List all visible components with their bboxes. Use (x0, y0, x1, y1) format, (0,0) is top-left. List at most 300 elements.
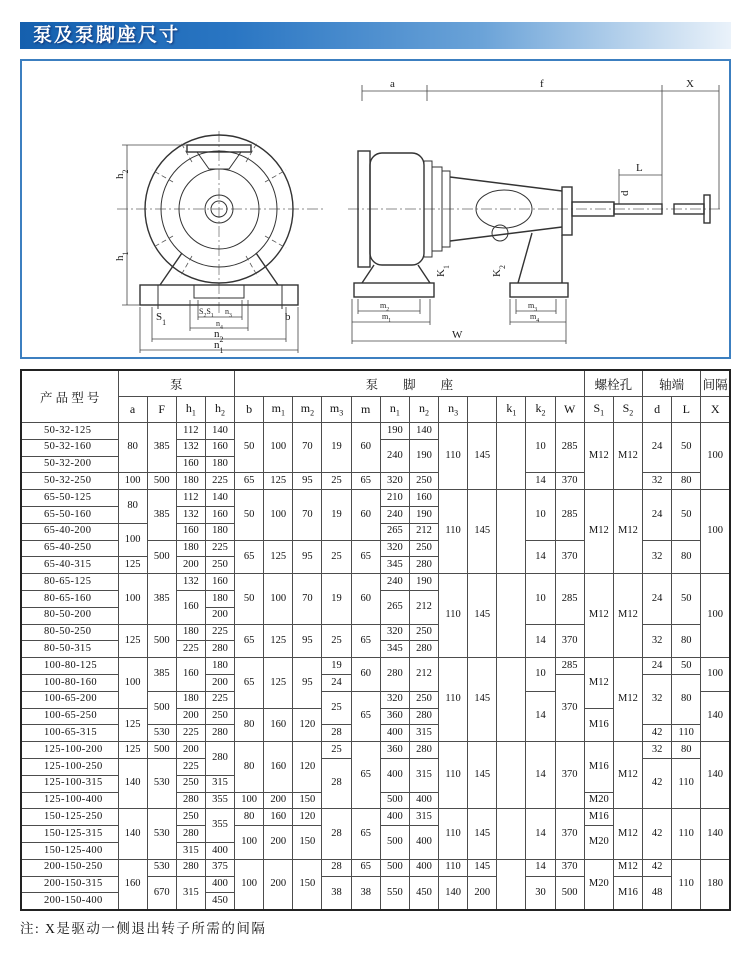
table-cell: 280 (205, 641, 234, 658)
table-cell (497, 809, 526, 859)
table-row (21, 859, 730, 876)
model-cell: 50-32-125 (21, 423, 118, 440)
table-cell: 280 (176, 826, 205, 843)
table-cell: 110 (439, 859, 468, 876)
dim-label-m1: $m_1$ (382, 312, 392, 324)
model-cell: 80-50-315 (21, 641, 118, 658)
table-cell: 140 (205, 490, 234, 507)
table-cell: 370 (555, 742, 584, 809)
table-cell: 150 (293, 792, 322, 809)
dim-label-n4: $n_4$ (216, 319, 223, 331)
model-cell: 125-100-200 (21, 742, 118, 759)
table-cell: 280 (409, 641, 438, 658)
table-cell: 32 (643, 674, 672, 724)
table-cell: 25 (322, 624, 351, 658)
dim-label-f: f (540, 78, 544, 90)
column-header-cell: $n_1$ (380, 397, 409, 423)
table-cell: 370 (555, 624, 584, 658)
table-cell: 400 (380, 758, 409, 792)
table-cell: 100 (264, 490, 293, 540)
table-cell: 160 (264, 708, 293, 742)
table-cell: 50 (235, 423, 264, 473)
table-cell (497, 859, 526, 910)
table-cell: 320 (380, 473, 409, 490)
column-header-cell: F (147, 397, 176, 423)
table-cell: 385 (147, 423, 176, 473)
table-cell: M20 (584, 792, 613, 809)
table-cell: M12 (613, 742, 642, 809)
table-cell: 100 (264, 574, 293, 624)
table-cell: 80 (672, 742, 701, 759)
column-header-cell: W (555, 397, 584, 423)
column-header-cell: L (672, 397, 701, 423)
table-cell: 160 (205, 506, 234, 523)
table-row (21, 490, 730, 507)
column-header-cell: $m_3$ (322, 397, 351, 423)
table-cell: 530 (147, 758, 176, 808)
table-cell: 345 (380, 557, 409, 574)
column-header-cell: $k_2$ (526, 397, 555, 423)
group-header-cell: 轴端 (643, 370, 701, 397)
dim-label-k1: $K_1$ (435, 265, 451, 277)
table-cell: 100 (235, 792, 264, 809)
column-header-cell: a (118, 397, 147, 423)
dim-label-h2: $h_2$ (114, 169, 130, 179)
table-cell: 500 (147, 691, 176, 725)
table-cell: 100 (701, 658, 730, 692)
column-header-cell: $m_2$ (293, 397, 322, 423)
table-cell: 500 (147, 473, 176, 490)
table-cell: 100 (264, 423, 293, 473)
table-cell: 125 (118, 557, 147, 574)
table-cell: 10 (526, 658, 555, 692)
table-cell: 65 (235, 473, 264, 490)
table-cell: 32 (643, 540, 672, 574)
table-cell: 125 (118, 708, 147, 742)
table-cell: 400 (409, 859, 438, 876)
table-cell: M12 (613, 423, 642, 490)
table-cell: 530 (147, 809, 176, 859)
table-cell: 280 (176, 792, 205, 809)
table-cell: 530 (147, 859, 176, 876)
table-cell: 160 (409, 490, 438, 507)
table-cell: M12 (613, 658, 642, 742)
table-cell: 50 (235, 574, 264, 624)
table-cell: 370 (555, 809, 584, 859)
table-cell: 160 (176, 590, 205, 624)
group-header-cell: 产 品 型 号 (21, 370, 118, 423)
table-cell: 370 (555, 540, 584, 574)
table-cell: 670 (147, 876, 176, 910)
table-cell: 50 (672, 490, 701, 540)
table-cell: 250 (409, 540, 438, 557)
model-cell: 65-40-250 (21, 540, 118, 557)
table-cell: 385 (147, 574, 176, 624)
table-cell: 160 (264, 742, 293, 792)
table-cell: M16 (584, 708, 613, 742)
table-cell: 180 (205, 523, 234, 540)
table-cell: 315 (409, 809, 438, 826)
model-cell: 80-65-125 (21, 574, 118, 591)
table-cell: 400 (380, 725, 409, 742)
model-cell: 65-50-125 (21, 490, 118, 507)
table-cell: 250 (409, 624, 438, 641)
table-cell: 315 (409, 758, 438, 792)
table-row (21, 658, 730, 675)
model-cell: 200-150-400 (21, 893, 118, 910)
table-cell: 212 (409, 590, 438, 624)
table-cell: 14 (526, 742, 555, 809)
table-cell: 14 (526, 473, 555, 490)
table-cell: 250 (409, 691, 438, 708)
table-cell: 42 (643, 809, 672, 859)
dim-label-x: X (686, 78, 694, 90)
table-cell: 38 (322, 876, 351, 910)
table-cell: 200 (205, 674, 234, 691)
table-cell: 180 (701, 859, 730, 910)
table-cell (497, 742, 526, 809)
pump-drawing (22, 61, 728, 357)
table-cell: 110 (672, 758, 701, 808)
table-cell: 32 (643, 624, 672, 658)
table-cell: 14 (526, 809, 555, 859)
table-cell: 140 (701, 809, 730, 859)
table-cell: 60 (351, 490, 380, 540)
table-cell: 250 (409, 473, 438, 490)
table-cell: 80 (672, 540, 701, 574)
column-header-cell: $h_1$ (176, 397, 205, 423)
table-cell: 112 (176, 490, 205, 507)
table-cell: 140 (409, 423, 438, 440)
model-cell: 200-150-250 (21, 859, 118, 876)
table-cell: 42 (643, 725, 672, 742)
table-cell: 100 (118, 473, 147, 490)
table-cell: 500 (380, 826, 409, 860)
table-cell: 240 (380, 439, 409, 473)
table-cell: 50 (235, 490, 264, 540)
table-cell: 225 (176, 725, 205, 742)
table-cell: 315 (409, 725, 438, 742)
table-cell: 100 (701, 423, 730, 490)
table-cell: 355 (205, 792, 234, 809)
table-cell: 100 (701, 490, 730, 574)
model-cell: 150-125-315 (21, 826, 118, 843)
table-cell: 132 (176, 506, 205, 523)
table-cell: M20 (584, 859, 613, 910)
table-cell: 500 (147, 540, 176, 574)
table-cell: 280 (409, 742, 438, 759)
table-cell (497, 490, 526, 574)
table-cell: 140 (701, 691, 730, 741)
table-cell: 370 (555, 674, 584, 741)
table-cell: 28 (322, 725, 351, 742)
column-header-cell: $S_2$ (613, 397, 642, 423)
column-header-cell: $n_3$ (439, 397, 468, 423)
table-cell: 70 (293, 490, 322, 540)
table-cell: 225 (176, 641, 205, 658)
table-cell: 100 (235, 826, 264, 860)
table-cell: 24 (643, 658, 672, 675)
table-cell: 145 (468, 809, 497, 859)
table-cell: M16 (613, 876, 642, 910)
table-cell: 14 (526, 540, 555, 574)
table-cell: 125 (264, 624, 293, 658)
table-cell: 65 (235, 658, 264, 708)
table-cell: 200 (264, 826, 293, 860)
table-cell: 65 (351, 624, 380, 658)
table-cell: 14 (526, 859, 555, 876)
model-cell: 50-32-250 (21, 473, 118, 490)
table-cell: 160 (205, 439, 234, 456)
table-cell: 400 (205, 876, 234, 893)
table-cell: 160 (264, 809, 293, 826)
group-header-cell: 螺栓孔 (584, 370, 642, 397)
table-cell: 345 (380, 641, 409, 658)
table-cell: 80 (118, 423, 147, 473)
table-cell: 385 (147, 490, 176, 540)
table-cell: 315 (176, 842, 205, 859)
dim-label-m2: $m_2$ (380, 301, 390, 313)
table-cell: 10 (526, 574, 555, 624)
table-cell: 132 (176, 439, 205, 456)
table-cell: 400 (409, 792, 438, 809)
table-row (21, 809, 730, 826)
table-cell: 145 (468, 574, 497, 658)
table-cell: 50 (672, 423, 701, 473)
table-cell: M12 (584, 574, 613, 658)
table-row (21, 423, 730, 440)
table-cell: 150 (293, 859, 322, 910)
model-cell: 65-50-160 (21, 506, 118, 523)
table-cell: 160 (176, 456, 205, 473)
table-cell: 14 (526, 624, 555, 658)
table-cell: 360 (380, 742, 409, 759)
table-cell: 25 (322, 742, 351, 759)
table-row (21, 574, 730, 591)
table-cell: 320 (380, 691, 409, 708)
table-cell (497, 574, 526, 658)
table-cell: M12 (584, 423, 613, 490)
table-cell: 80 (672, 473, 701, 490)
table-cell: 25 (322, 691, 351, 725)
table-cell: 265 (380, 523, 409, 540)
table-cell: 24 (322, 674, 351, 691)
table-cell: 500 (555, 876, 584, 910)
table-cell: 48 (643, 876, 672, 910)
table-cell: 370 (555, 859, 584, 876)
spec-table (20, 369, 731, 911)
table-cell: 80 (118, 490, 147, 524)
table-cell: 70 (293, 574, 322, 624)
column-header-cell: d (643, 397, 672, 423)
dim-label-a: a (390, 78, 395, 90)
table-cell: 180 (176, 473, 205, 490)
table-cell: 500 (380, 792, 409, 809)
table-cell: 320 (380, 624, 409, 641)
table-cell: 285 (555, 490, 584, 540)
table-cell: 65 (351, 742, 380, 809)
table-cell: 285 (555, 574, 584, 624)
table-cell: 112 (176, 423, 205, 440)
table-cell: 200 (176, 557, 205, 574)
table-cell: 50 (672, 574, 701, 624)
table-cell: 95 (293, 624, 322, 658)
table-cell: 65 (351, 540, 380, 574)
dim-label-h1: $h_1$ (114, 251, 130, 261)
table-cell: 38 (351, 876, 380, 910)
table-cell: 95 (293, 473, 322, 490)
table-cell: 280 (380, 658, 409, 692)
table-cell: 10 (526, 490, 555, 540)
table-cell: 450 (409, 876, 438, 910)
table-cell: 100 (118, 658, 147, 708)
table-cell: 120 (293, 742, 322, 792)
table-cell: 120 (293, 708, 322, 742)
table-cell: M16 (584, 742, 613, 792)
table-cell: 50 (672, 658, 701, 675)
footnote: 注: X是驱动一侧退出转子所需的间隔 (20, 921, 267, 937)
table-cell: 120 (293, 809, 322, 826)
table-cell: 280 (409, 708, 438, 725)
dim-label-m3: $m_3$ (528, 301, 538, 313)
table-cell: 150 (293, 826, 322, 860)
pump-drawing-panel (20, 59, 731, 359)
table-cell: 160 (176, 523, 205, 540)
table-cell: 60 (351, 658, 380, 692)
table-cell: 110 (439, 574, 468, 658)
table-cell: 212 (409, 523, 438, 540)
table-cell: 32 (643, 742, 672, 759)
table-cell: 225 (205, 473, 234, 490)
model-cell: 100-80-125 (21, 658, 118, 675)
pump-side-view (348, 78, 722, 344)
table-cell: 95 (293, 658, 322, 708)
table-cell: 42 (643, 859, 672, 876)
table-cell: 19 (322, 423, 351, 473)
table-cell: 400 (409, 826, 438, 860)
table-cell: 100 (118, 523, 147, 557)
column-header-cell: $S_1$ (584, 397, 613, 423)
table-cell: 190 (409, 439, 438, 473)
dim-label-n2: $n_2$ (214, 328, 224, 344)
table-cell: 65 (351, 859, 380, 876)
table-cell: 28 (322, 758, 351, 808)
table-cell: 80 (235, 742, 264, 792)
table-cell: 110 (439, 423, 468, 490)
model-cell: 65-40-315 (21, 557, 118, 574)
model-cell: 80-50-250 (21, 624, 118, 641)
table-cell: 180 (176, 624, 205, 641)
table-cell: 250 (176, 809, 205, 826)
table-cell: M12 (613, 809, 642, 859)
table-cell: 225 (205, 540, 234, 557)
table-cell: 450 (205, 893, 234, 910)
table-cell: 110 (439, 490, 468, 574)
table-body (21, 423, 730, 911)
model-cell: 125-100-250 (21, 758, 118, 775)
table-cell: 140 (439, 876, 468, 910)
table-cell: 80 (235, 708, 264, 742)
table-cell: 145 (468, 423, 497, 490)
dim-label-b: b (285, 311, 291, 323)
table-cell: 100 (235, 859, 264, 910)
table-cell: 240 (380, 574, 409, 591)
model-cell: 80-65-160 (21, 590, 118, 607)
model-cell: 80-50-200 (21, 607, 118, 624)
table-cell: 145 (468, 742, 497, 809)
table-cell: 200 (176, 742, 205, 759)
column-header-cell: $k_1$ (497, 397, 526, 423)
table-cell: 400 (205, 842, 234, 859)
table-cell: 65 (235, 540, 264, 574)
table-cell: 250 (176, 775, 205, 792)
table-cell: 80 (672, 624, 701, 658)
table-cell: 370 (555, 473, 584, 490)
table-cell: 125 (118, 742, 147, 759)
table-cell: 42 (643, 758, 672, 808)
table-cell: 160 (118, 859, 147, 910)
table-cell: 212 (409, 658, 438, 692)
model-cell: 125-100-315 (21, 775, 118, 792)
table-cell: 19 (322, 574, 351, 624)
table-cell: 110 (672, 725, 701, 742)
table-cell: 145 (468, 490, 497, 574)
table-cell: 190 (380, 423, 409, 440)
table-cell: 190 (409, 506, 438, 523)
table-cell: 140 (701, 742, 730, 809)
table-cell: 125 (264, 658, 293, 708)
dim-label-d: d (619, 190, 631, 196)
group-header-cell: 泵 脚 座 (235, 370, 585, 397)
table-cell: 500 (147, 742, 176, 759)
table-cell: 265 (380, 590, 409, 624)
table-cell: M12 (584, 658, 613, 708)
dim-label-m4: $m_4$ (530, 312, 540, 324)
table-cell: 200 (264, 859, 293, 910)
table-cell: M12 (613, 859, 642, 876)
table-cell: 400 (380, 809, 409, 826)
table-cell: 19 (322, 490, 351, 540)
table-cell: 110 (439, 658, 468, 742)
model-cell: 65-40-200 (21, 523, 118, 540)
table-cell: 210 (380, 490, 409, 507)
table-cell: M20 (584, 826, 613, 860)
table-cell: 25 (322, 540, 351, 574)
table-cell: 110 (672, 809, 701, 859)
model-cell: 100-80-160 (21, 674, 118, 691)
table-cell: 140 (118, 758, 147, 808)
model-cell: 200-150-315 (21, 876, 118, 893)
column-header-cell: $m_1$ (264, 397, 293, 423)
table-cell: 180 (176, 691, 205, 708)
table-cell: 200 (176, 708, 205, 725)
table-cell: 24 (643, 490, 672, 540)
table-cell: 95 (293, 540, 322, 574)
table-cell: 280 (205, 742, 234, 776)
sub-header-row (21, 397, 730, 423)
table-cell: 280 (176, 859, 205, 876)
table-cell: 160 (176, 658, 205, 692)
table-cell: 145 (468, 658, 497, 742)
table-cell: 24 (643, 423, 672, 473)
model-cell: 100-65-315 (21, 725, 118, 742)
table-cell: M16 (584, 809, 613, 826)
column-header-cell: m (351, 397, 380, 423)
page-title: 泵及泵脚座尺寸 (20, 22, 731, 49)
table-cell: 360 (380, 708, 409, 725)
dim-label-n1: $n_1$ (214, 339, 224, 355)
table-cell: 14 (526, 691, 555, 741)
